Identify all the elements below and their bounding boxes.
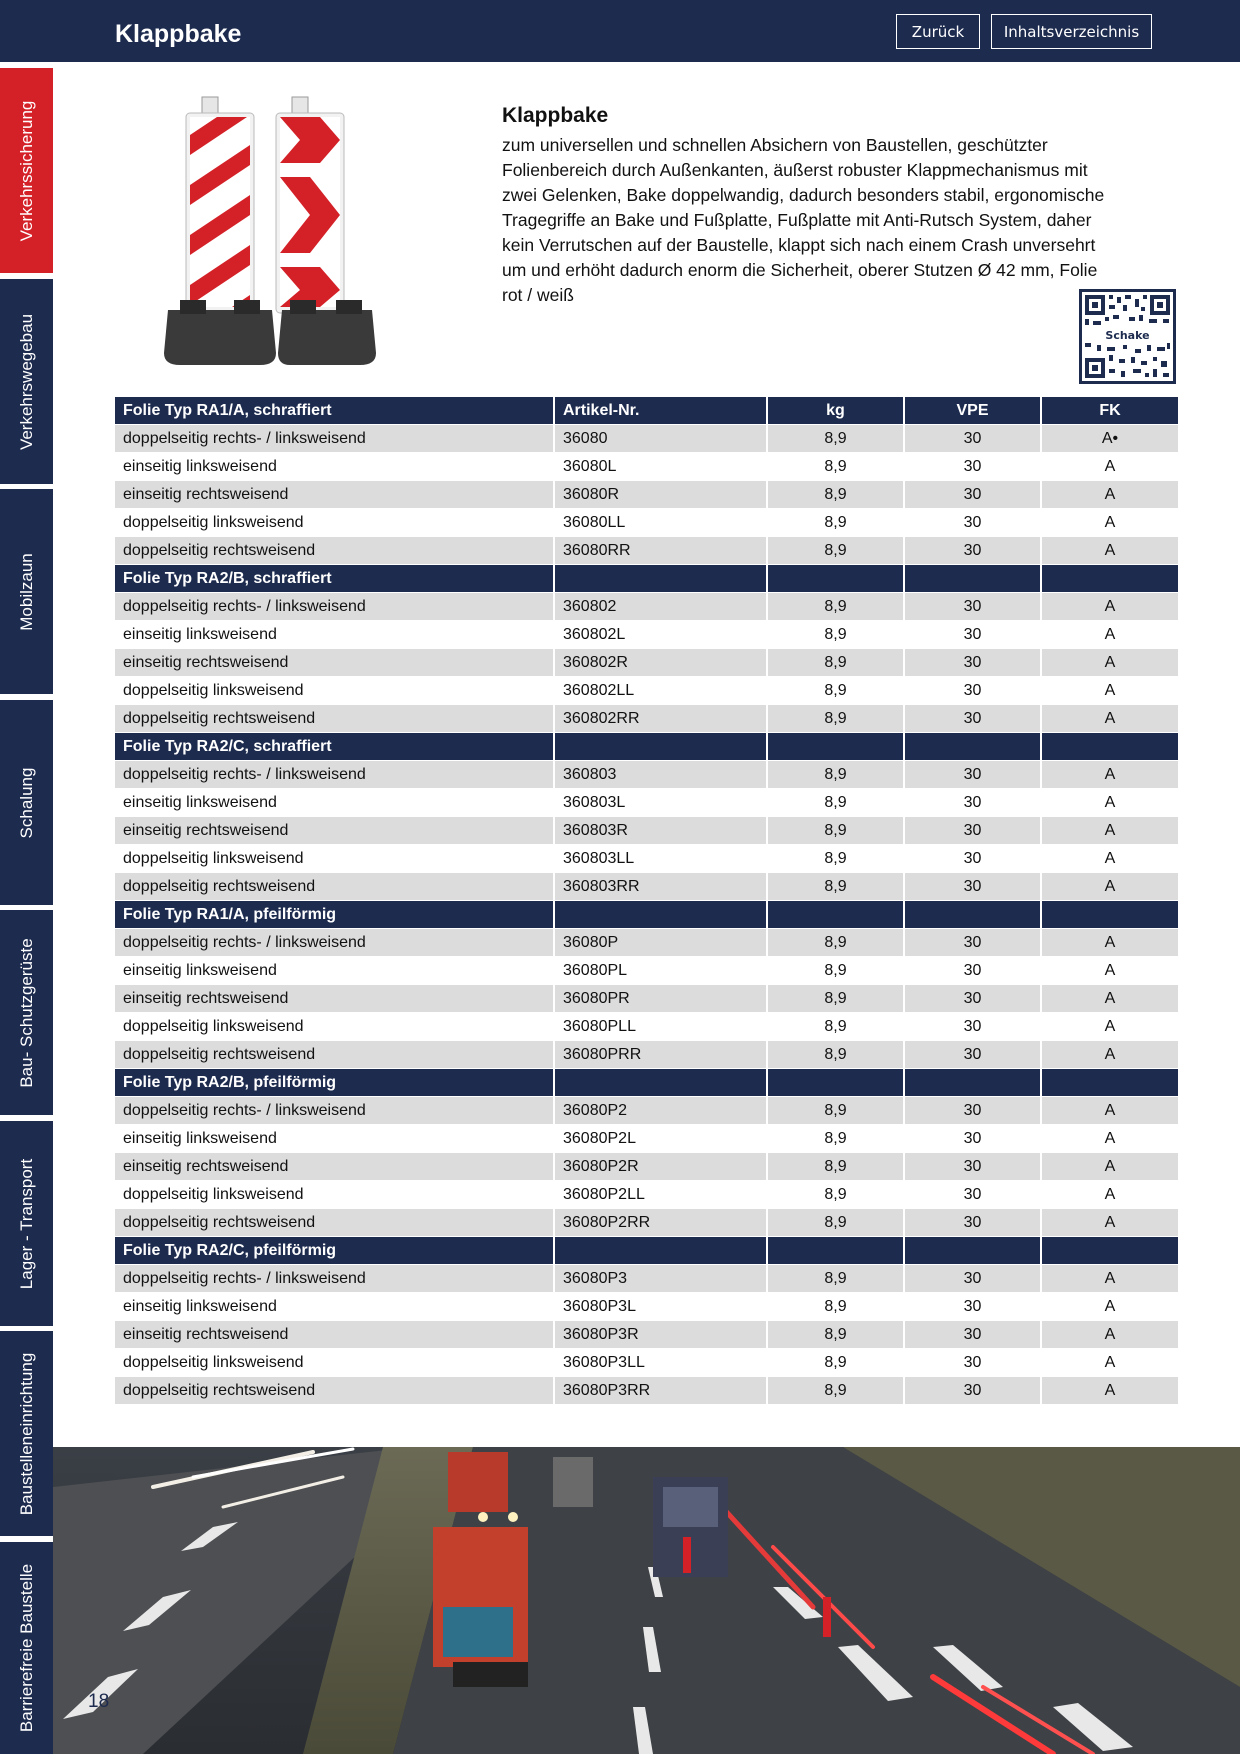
table-row [115, 1097, 1178, 1125]
group-title: Folie Typ RA2/C, schraffiert [115, 733, 555, 760]
vpe-cell: 30 [905, 957, 1042, 984]
fk-cell: A [1042, 1293, 1178, 1320]
weight-cell: 8,9 [768, 1125, 905, 1152]
sidebar-item-lager-transport[interactable] [0, 1121, 53, 1326]
table-row [115, 481, 1178, 509]
table-row [115, 789, 1178, 817]
fk-cell: A [1042, 761, 1178, 788]
table-row [115, 537, 1178, 565]
table-row [115, 677, 1178, 705]
weight-cell: 8,9 [768, 481, 905, 508]
weight-cell: 8,9 [768, 649, 905, 676]
sidebar-item-schalung[interactable] [0, 700, 53, 905]
weight-cell: 8,9 [768, 677, 905, 704]
header-cell [768, 733, 905, 760]
vpe-cell: 30 [905, 593, 1042, 620]
vpe-cell: 30 [905, 1097, 1042, 1124]
header-cell [768, 1069, 905, 1096]
vpe-cell: 30 [905, 621, 1042, 648]
vpe-cell: 30 [905, 873, 1042, 900]
vpe-cell: 30 [905, 1181, 1042, 1208]
fk-cell: A [1042, 453, 1178, 480]
fk-cell: A• [1042, 425, 1178, 452]
article-number-cell: 36080L [555, 453, 768, 480]
table-row [115, 929, 1178, 957]
variant-cell: doppelseitig linksweisend [115, 1349, 555, 1376]
highway-roadworks-photo [53, 1447, 1240, 1754]
group-title: Folie Typ RA2/B, pfeilförmig [115, 1069, 555, 1096]
vpe-cell: 30 [905, 677, 1042, 704]
article-number-cell: 360803RR [555, 873, 768, 900]
weight-cell: 8,9 [768, 1321, 905, 1348]
header-cell [768, 565, 905, 592]
group-title: Folie Typ RA1/A, pfeilförmig [115, 901, 555, 928]
vpe-cell: 30 [905, 453, 1042, 480]
sidebar-item-label: Verkehrswegebau [16, 313, 36, 450]
weight-cell: 8,9 [768, 873, 905, 900]
fk-cell: A [1042, 1097, 1178, 1124]
article-number-cell: 360802RR [555, 705, 768, 732]
variant-cell: einseitig rechtsweisend [115, 1153, 555, 1180]
header-cell [768, 901, 905, 928]
fk-cell: A [1042, 1181, 1178, 1208]
variant-cell: doppelseitig rechtsweisend [115, 537, 555, 564]
sidebar-item-label: Baustelleneinrichtung [16, 1352, 36, 1515]
vpe-cell: 30 [905, 1041, 1042, 1068]
weight-cell: 8,9 [768, 1349, 905, 1376]
weight-cell: 8,9 [768, 425, 905, 452]
article-number-cell: 360803LL [555, 845, 768, 872]
article-number-cell: 360802L [555, 621, 768, 648]
variant-cell: doppelseitig linksweisend [115, 1181, 555, 1208]
vpe-cell: 30 [905, 1153, 1042, 1180]
weight-cell: 8,9 [768, 621, 905, 648]
fk-cell: A [1042, 1153, 1178, 1180]
table-row [115, 1041, 1178, 1069]
column-header: FK [1042, 397, 1178, 424]
table-row [115, 1377, 1178, 1405]
variant-cell: doppelseitig rechtsweisend [115, 1377, 555, 1404]
variant-cell: doppelseitig linksweisend [115, 509, 555, 536]
table-row [115, 1293, 1178, 1321]
vpe-cell: 30 [905, 705, 1042, 732]
weight-cell: 8,9 [768, 957, 905, 984]
sidebar-item-label: Lager - Transport [16, 1158, 36, 1289]
weight-cell: 8,9 [768, 593, 905, 620]
header-cell [905, 1237, 1042, 1264]
variant-cell: doppelseitig linksweisend [115, 677, 555, 704]
table-group-header [115, 565, 1178, 593]
fk-cell: A [1042, 1321, 1178, 1348]
variant-cell: doppelseitig rechtsweisend [115, 1041, 555, 1068]
article-number-cell: 360802R [555, 649, 768, 676]
fk-cell: A [1042, 817, 1178, 844]
vpe-cell: 30 [905, 537, 1042, 564]
sidebar-item-label: Mobilzaun [16, 552, 36, 631]
table-row [115, 957, 1178, 985]
sidebar-item-verkehrssicherung[interactable] [0, 68, 53, 273]
variant-cell: einseitig rechtsweisend [115, 1321, 555, 1348]
table-row [115, 1265, 1178, 1293]
fk-cell: A [1042, 929, 1178, 956]
fk-cell: A [1042, 1349, 1178, 1376]
header-cell [768, 1237, 905, 1264]
table-row [115, 425, 1178, 453]
vpe-cell: 30 [905, 761, 1042, 788]
page-title: Klappbake [115, 20, 242, 48]
header-cell [1042, 1237, 1178, 1264]
header-cell [555, 901, 768, 928]
table-row [115, 1013, 1178, 1041]
header-cell [1042, 565, 1178, 592]
fk-cell: A [1042, 1209, 1178, 1236]
traffic-beacon-image [160, 95, 380, 375]
vpe-cell: 30 [905, 425, 1042, 452]
article-number-cell: 36080P3 [555, 1265, 768, 1292]
weight-cell: 8,9 [768, 1041, 905, 1068]
qr-code-icon [1079, 289, 1176, 384]
sidebar-item-label: Schalung [16, 767, 36, 838]
variant-cell: einseitig rechtsweisend [115, 985, 555, 1012]
variant-cell: einseitig linksweisend [115, 789, 555, 816]
table-row [115, 1125, 1178, 1153]
article-number-cell: 360803 [555, 761, 768, 788]
table-row [115, 1153, 1178, 1181]
sidebar-item-label: Barrierefreie Baustelle [16, 1563, 36, 1733]
variant-cell: doppelseitig rechts- / linksweisend [115, 1265, 555, 1292]
table-group-header [115, 397, 1178, 425]
table-row [115, 1209, 1178, 1237]
weight-cell: 8,9 [768, 705, 905, 732]
table-group-header [115, 733, 1178, 761]
variant-cell: doppelseitig rechtsweisend [115, 705, 555, 732]
article-number-cell: 360803R [555, 817, 768, 844]
fk-cell: A [1042, 537, 1178, 564]
variant-cell: doppelseitig linksweisend [115, 1013, 555, 1040]
fk-cell: A [1042, 1125, 1178, 1152]
article-number-cell: 36080P2R [555, 1153, 768, 1180]
sidebar-item-verkehrswegebau[interactable] [0, 279, 53, 484]
group-title: Folie Typ RA2/B, schraffiert [115, 565, 555, 592]
table-group-header [115, 1237, 1178, 1265]
weight-cell: 8,9 [768, 1209, 905, 1236]
table-row [115, 873, 1178, 901]
article-number-cell: 36080RR [555, 537, 768, 564]
article-number-cell: 36080PLL [555, 1013, 768, 1040]
weight-cell: 8,9 [768, 789, 905, 816]
header-cell [1042, 1069, 1178, 1096]
article-number-cell: 36080P3LL [555, 1349, 768, 1376]
weight-cell: 8,9 [768, 453, 905, 480]
column-header: VPE [905, 397, 1042, 424]
variant-cell: doppelseitig rechts- / linksweisend [115, 929, 555, 956]
table-row [115, 705, 1178, 733]
header-cell [1042, 733, 1178, 760]
fk-cell: A [1042, 873, 1178, 900]
vpe-cell: 30 [905, 985, 1042, 1012]
header-cell [555, 1069, 768, 1096]
fk-cell: A [1042, 1377, 1178, 1404]
fk-cell: A [1042, 1265, 1178, 1292]
weight-cell: 8,9 [768, 1377, 905, 1404]
table-row [115, 1349, 1178, 1377]
table-row [115, 845, 1178, 873]
header-cell [555, 733, 768, 760]
article-number-cell: 360802 [555, 593, 768, 620]
weight-cell: 8,9 [768, 845, 905, 872]
vpe-cell: 30 [905, 1293, 1042, 1320]
qr-code-label: Schake [1105, 329, 1150, 342]
fk-cell: A [1042, 481, 1178, 508]
fk-cell: A [1042, 705, 1178, 732]
article-number-cell: 36080P3R [555, 1321, 768, 1348]
header-cell [1042, 901, 1178, 928]
variant-cell: doppelseitig rechtsweisend [115, 1209, 555, 1236]
vpe-cell: 30 [905, 789, 1042, 816]
weight-cell: 8,9 [768, 929, 905, 956]
vpe-cell: 30 [905, 845, 1042, 872]
table-of-contents-button[interactable]: Inhaltsverzeichnis [991, 14, 1152, 49]
weight-cell: 8,9 [768, 537, 905, 564]
weight-cell: 8,9 [768, 1181, 905, 1208]
fk-cell: A [1042, 1041, 1178, 1068]
variant-cell: doppelseitig rechts- / linksweisend [115, 593, 555, 620]
sidebar-item-label: Verkehrssicherung [16, 100, 36, 241]
header-cell [905, 733, 1042, 760]
weight-cell: 8,9 [768, 509, 905, 536]
sidebar-item-mobilzaun[interactable] [0, 489, 53, 694]
vpe-cell: 30 [905, 509, 1042, 536]
table-row [115, 593, 1178, 621]
top-bar [0, 0, 1240, 62]
table-group-header [115, 1069, 1178, 1097]
back-button[interactable]: Zurück [896, 14, 980, 49]
table-row [115, 817, 1178, 845]
article-number-cell: 36080 [555, 425, 768, 452]
column-header: Artikel-Nr. [555, 397, 768, 424]
vpe-cell: 30 [905, 1349, 1042, 1376]
vpe-cell: 30 [905, 1321, 1042, 1348]
weight-cell: 8,9 [768, 1013, 905, 1040]
variant-cell: doppelseitig rechts- / linksweisend [115, 425, 555, 452]
group-title: Folie Typ RA1/A, schraffiert [115, 397, 555, 424]
variant-cell: einseitig linksweisend [115, 621, 555, 648]
fk-cell: A [1042, 509, 1178, 536]
variant-cell: einseitig linksweisend [115, 1293, 555, 1320]
fk-cell: A [1042, 1013, 1178, 1040]
weight-cell: 8,9 [768, 817, 905, 844]
vpe-cell: 30 [905, 1377, 1042, 1404]
header-cell [555, 1237, 768, 1264]
weight-cell: 8,9 [768, 1153, 905, 1180]
fk-cell: A [1042, 677, 1178, 704]
page-number: 18 [88, 1691, 110, 1712]
product-description: zum universellen und schnellen Absichern von Baustellen, geschützter Folienbereich durch Außenkanten, äußerst robuster Klappmechanismus mit zwei Gelenken, Bake doppelwandig, dadurch besonders stabil, ergonomische Tragegriffe an Bake und Fußplatte, Fußplatte mit Anti-Rutsch System, daher kein Verrutschen auf der Baustelle, klappt sich nach einem Crash unversehrt um und erhöht dadurch enorm die Sicherheit, oberer Stutzen Ø 42 mm, Folie rot / weiß [502, 135, 1105, 305]
group-title: Folie Typ RA2/C, pfeilförmig [115, 1237, 555, 1264]
table-row [115, 453, 1178, 481]
article-number-cell: 36080PR [555, 985, 768, 1012]
article-number-cell: 360803L [555, 789, 768, 816]
variant-cell: doppelseitig rechts- / linksweisend [115, 761, 555, 788]
weight-cell: 8,9 [768, 1097, 905, 1124]
weight-cell: 8,9 [768, 985, 905, 1012]
variant-cell: doppelseitig rechts- / linksweisend [115, 1097, 555, 1124]
vpe-cell: 30 [905, 817, 1042, 844]
column-header: kg [768, 397, 905, 424]
vpe-cell: 30 [905, 1125, 1042, 1152]
fk-cell: A [1042, 845, 1178, 872]
sidebar-item-baustelleneinrichtung[interactable] [0, 1331, 53, 1536]
product-title: Klappbake [502, 104, 609, 127]
table-row [115, 1181, 1178, 1209]
sidebar-item-barrierefreie-baustelle[interactable] [0, 1542, 53, 1754]
fk-cell: A [1042, 649, 1178, 676]
variant-cell: einseitig linksweisend [115, 1125, 555, 1152]
variant-cell: einseitig rechtsweisend [115, 817, 555, 844]
table-row [115, 985, 1178, 1013]
vpe-cell: 30 [905, 929, 1042, 956]
header-cell [905, 1069, 1042, 1096]
vpe-cell: 30 [905, 1265, 1042, 1292]
header-cell [905, 565, 1042, 592]
variant-cell: einseitig rechtsweisend [115, 481, 555, 508]
article-number-cell: 36080LL [555, 509, 768, 536]
variant-cell: einseitig linksweisend [115, 453, 555, 480]
table-row [115, 621, 1178, 649]
variant-cell: doppelseitig linksweisend [115, 845, 555, 872]
article-number-cell: 36080P2 [555, 1097, 768, 1124]
table-group-header [115, 901, 1178, 929]
fk-cell: A [1042, 985, 1178, 1012]
table-row [115, 761, 1178, 789]
header-cell [555, 565, 768, 592]
article-number-cell: 360802LL [555, 677, 768, 704]
vpe-cell: 30 [905, 1013, 1042, 1040]
weight-cell: 8,9 [768, 761, 905, 788]
article-number-cell: 36080PRR [555, 1041, 768, 1068]
header-cell [905, 901, 1042, 928]
article-number-cell: 36080P3RR [555, 1377, 768, 1404]
article-number-cell: 36080P2LL [555, 1181, 768, 1208]
article-number-cell: 36080P2L [555, 1125, 768, 1152]
table-row [115, 509, 1178, 537]
vpe-cell: 30 [905, 481, 1042, 508]
weight-cell: 8,9 [768, 1265, 905, 1292]
sidebar-item-label: Bau- Schutzgerüste [16, 937, 36, 1088]
fk-cell: A [1042, 789, 1178, 816]
variant-cell: doppelseitig rechtsweisend [115, 873, 555, 900]
fk-cell: A [1042, 593, 1178, 620]
article-number-cell: 36080P2RR [555, 1209, 768, 1236]
vpe-cell: 30 [905, 1209, 1042, 1236]
article-number-cell: 36080P [555, 929, 768, 956]
variant-cell: einseitig rechtsweisend [115, 649, 555, 676]
article-number-cell: 36080PL [555, 957, 768, 984]
fk-cell: A [1042, 621, 1178, 648]
article-number-cell: 36080P3L [555, 1293, 768, 1320]
table-row [115, 649, 1178, 677]
weight-cell: 8,9 [768, 1293, 905, 1320]
table-row [115, 1321, 1178, 1349]
product-table [115, 397, 1178, 1405]
fk-cell: A [1042, 957, 1178, 984]
article-number-cell: 36080R [555, 481, 768, 508]
variant-cell: einseitig linksweisend [115, 957, 555, 984]
sidebar-item-bau-schutzgerueste[interactable] [0, 910, 53, 1115]
vpe-cell: 30 [905, 649, 1042, 676]
